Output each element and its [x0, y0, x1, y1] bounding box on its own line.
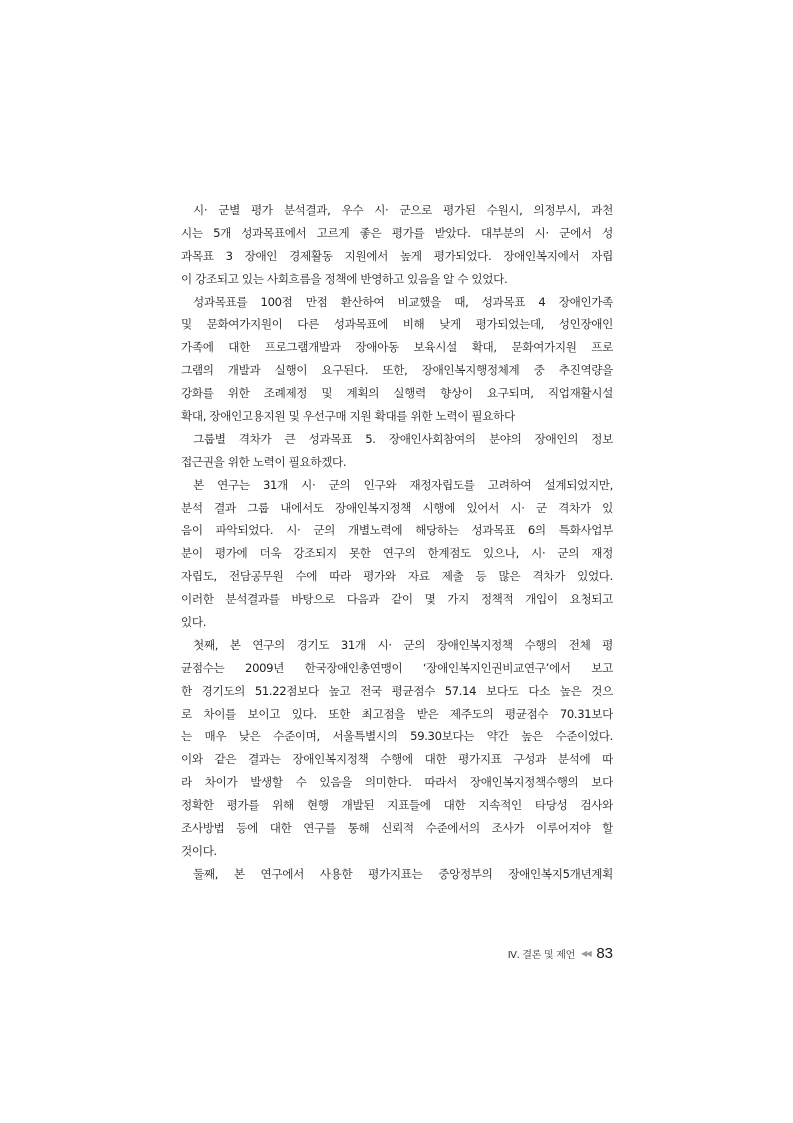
section-label: Ⅳ. 결론 및 제언	[507, 949, 575, 961]
body-line: 이와 같은 결과는 장애인복지정책 수행에 대한 평가지표 구성과 분석에 따	[181, 752, 613, 767]
body-line: 이 강조되고 있는 사회흐름을 정책에 반영하고 있음을 알 수 있었다.	[181, 271, 508, 286]
body-line: 로 차이를 보이고 있다. 또한 최고점을 받은 제주도의 평균점수 70.31보다	[181, 706, 613, 721]
body-line: 자립도, 전담공무원 수에 따라 평가와 자료 제출 등 많은 격차가 있었다.	[181, 569, 613, 584]
body-line: 있다.	[181, 615, 207, 630]
body-line: 둘째, 본 연구에서 사용한 평가지표는 중앙정부의 장애인복지5개년계획	[193, 866, 613, 881]
body-line: 및 문화여가지원이 다른 성과목표에 비해 낮게 평가되었는데, 성인장애인	[181, 317, 613, 332]
body-text	[181, 199, 613, 886]
body-line: 과목표 3 장애인 경제활동 지원에서 높게 평가되었다. 장애인복지에서 자립	[181, 248, 613, 263]
body-line: 이러한 분석결과를 바탕으로 다음과 같이 몇 가지 정책적 개입이 요청되고	[181, 592, 613, 607]
page-footer	[470, 938, 613, 968]
body-line: 정확한 평가를 위해 현행 개발된 지표들에 대한 지속적인 타당성 검사와	[181, 798, 613, 813]
body-line: 첫째, 본 연구의 경기도 31개 시· 군의 장애인복지정책 수행의 전체 평	[193, 637, 613, 652]
body-line: 그룹별 격차가 큰 성과목표 5. 장애인사회참여의 분야의 장애인의 정보	[193, 431, 613, 446]
body-line: 균점수는 2009년 한국장애인총연맹이 ‘장애인복지인권비교연구’에서 보고	[181, 660, 613, 675]
body-line: 시는 5개 성과목표에서 고르게 좋은 평가를 받았다. 대부분의 시· 군에서 성	[181, 225, 613, 240]
body-line: 조사방법 등에 대한 연구를 통해 신뢰적 수준에서의 조사가 이루어져야 할	[181, 821, 613, 836]
body-line: 것이다.	[181, 843, 217, 858]
body-line: 가족에 대한 프로그램개발과 장애아동 보육시설 확대, 문화여가지원 프로	[181, 340, 613, 355]
body-line: 라 차이가 발생할 수 있음을 의미한다. 따라서 장애인복지정책수행의 보다	[181, 775, 613, 790]
body-line: 음이 파악되었다. 시· 군의 개별노력에 해당하는 성과목표 6의 특화사업부	[181, 523, 613, 538]
body-line: 시· 군별 평가 분석결과, 우수 시· 군으로 평가된 수원시, 의정부시, 과천	[193, 203, 613, 217]
body-line: 확대, 장애인고용지원 및 우선구매 지원 확대를 위한 노력이 필요하다	[181, 409, 515, 424]
body-line: 성과목표를 100점 만점 환산하여 비교했을 때, 성과목표 4 장애인가족	[193, 294, 613, 309]
body-line: 강화를 위한 조례제정 및 계획의 실행력 향상이 요구되며, 직업재활시설	[181, 386, 613, 401]
page-number: 83	[596, 944, 613, 962]
body-line: 는 매우 낮은 수준이며, 서울특별시의 59.30보다는 약간 높은 수준이었다.	[181, 729, 613, 744]
body-line: 접근권을 위한 노력이 필요하겠다.	[181, 454, 347, 469]
body-line: 그램의 개발과 실행이 요구된다. 또한, 장애인복지행정체계 중 추진역량을	[181, 363, 613, 378]
body-line: 한 경기도의 51.22점보다 높고 전국 평균점수 57.14 보다도 다소 높은 것으	[181, 683, 613, 698]
body-line: 분석 결과 그룹 내에서도 장애인복지정책 시행에 있어서 시· 군 격차가 있	[181, 500, 613, 515]
body-line: 본 연구는 31개 시· 군의 인구와 재정자립도를 고려하여 설계되었지만,	[193, 477, 613, 492]
body-line: 분이 평가에 더욱 강조되지 못한 연구의 한계점도 있으나, 시· 군의 재정	[181, 546, 613, 561]
double-arrow-left-icon: ◀◀	[581, 948, 591, 958]
